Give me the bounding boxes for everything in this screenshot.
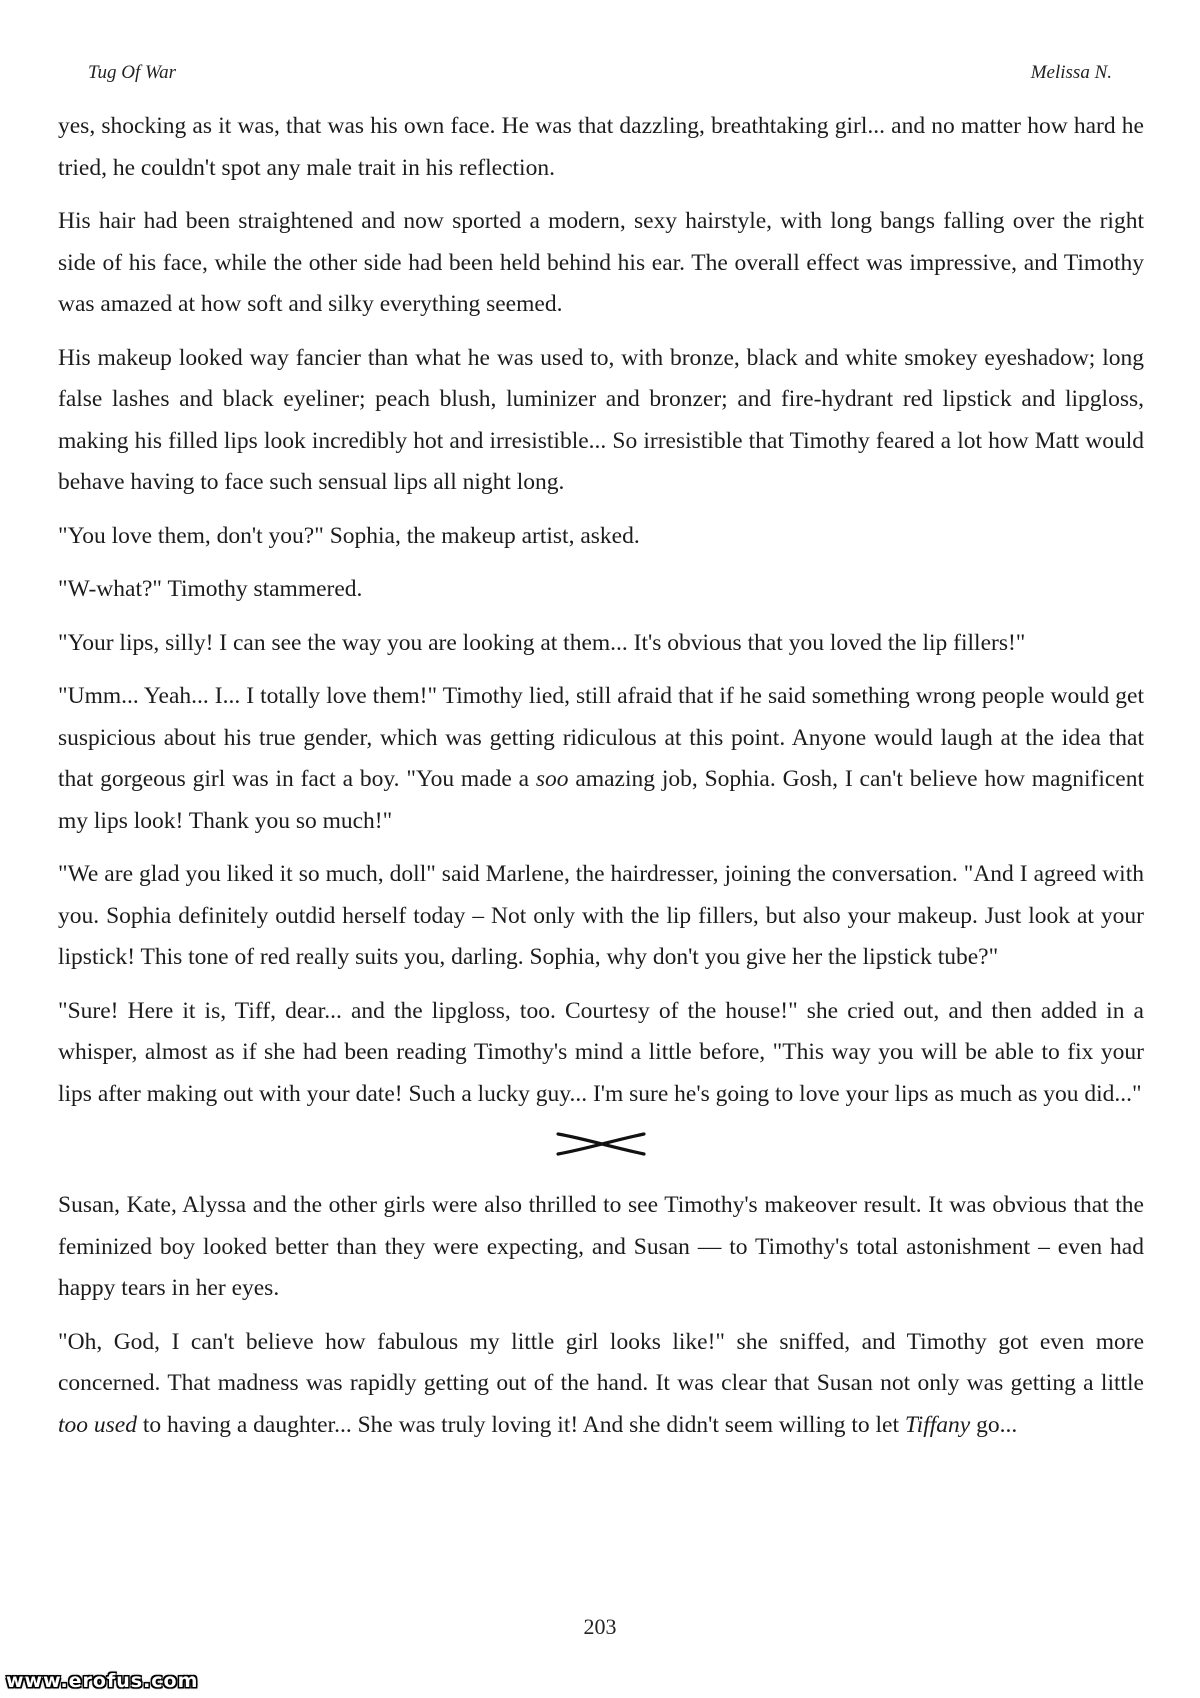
paragraph: "We are glad you liked it so much, doll" said Marlene, the hairdresser, joining the conversation. "And I agreed with you. Sophia definitely outdid herself today – Not only with the lip fillers, but also your makeup. Just look at your lipstick! This tone of red really suits you, darling. Sophia, why don't you give her the lipstick tube?" [58, 861, 1144, 970]
crossed-lines-ornament-icon [556, 1131, 646, 1157]
author-name: Melissa N. [1030, 62, 1112, 83]
paragraph: "W-what?" Timothy stammered. [58, 576, 363, 602]
paragraph: "You love them, don't you?" Sophia, the makeup artist, asked. [58, 522, 640, 549]
emphasis-text: soo [535, 766, 569, 792]
paragraph-text: amazing job, Sophia. Gosh, I can't believe how magnificent my lips look! Thank you so much!" [58, 766, 1144, 834]
site-watermark: www.erofus.com [6, 1670, 199, 1692]
body-text [58, 106, 1144, 1458]
paragraph [58, 1322, 1144, 1447]
paragraph: yes, shocking as it was, that was his own face. He was that dazzling, breathtaking girl... and no matter how hard he tried, he couldn't spot any male trait in his reflection. [58, 113, 1144, 181]
book-title: Tug Of War [88, 62, 176, 83]
paragraph-text: "Oh, God, I can't believe how fabulous my little girl looks like!" she sniffed, and Timothy got even more concerned. That madness was rapidly getting out of the hand. It was clear that Susan not only was getting a little [58, 1328, 1144, 1396]
paragraph-text: go... [970, 1411, 1018, 1438]
paragraph: Susan, Kate, Alyssa and the other girls were also thrilled to see Timothy's makeover result. It was obvious that the feminized boy looked better than they were expecting, and Susan –– to Timothy's total astonishment – even had happy tears in her eyes. [58, 1192, 1144, 1301]
emphasis-text: Tiffany [904, 1411, 971, 1438]
paragraph-text: "Umm... Yeah... I... I totally love them!" Timothy lied, still afraid that if he said something wrong people would get suspicious about his true gender, which was getting ridiculous at this point. Anyone would laugh at the idea that that gorgeous girl was in fact a boy. "You made a [58, 683, 1144, 792]
paragraph: "Your lips, silly! I can see the way you are looking at them... It's obvious that you loved the lip fillers!" [58, 629, 1026, 656]
paragraph-text: to having a daughter... She was truly loving it! And she didn't seem willing to let [136, 1411, 905, 1438]
page-number: 203 [583, 1614, 617, 1639]
paragraph: "Sure! Here it is, Tiff, dear... and the lipgloss, too. Courtesy of the house!" she cried out, and then added in a whisper, almost as if she had been reading Timothy's mind a little before, "This way you will be able to fix your lips after making out with your date! Such a lucky guy... I'm sure he's going to love your lips as much as you did..." [58, 997, 1144, 1107]
running-header [88, 62, 1112, 90]
emphasis-text: too used [58, 1411, 137, 1438]
paragraph [58, 676, 1144, 842]
paragraph: His makeup looked way fancier than what he was used to, with bronze, black and white smokey eyeshadow; long false lashes and black eyeliner; peach blush, luminizer and bronzer; and fire-hydrant red lipstick and lipgloss, making his filled lips look incredibly hot and irresistible... So irresistible that Timothy feared a lot how Matt would behave having to face such sensual lips all night long. [58, 344, 1144, 495]
paragraph: His hair had been straightened and now sported a modern, sexy hairstyle, with long bangs falling over the right side of his face, while the other side had been held behind his ear. The overall effect was impressive, and Timothy was amazed at how soft and silky everything seemed. [58, 208, 1144, 317]
